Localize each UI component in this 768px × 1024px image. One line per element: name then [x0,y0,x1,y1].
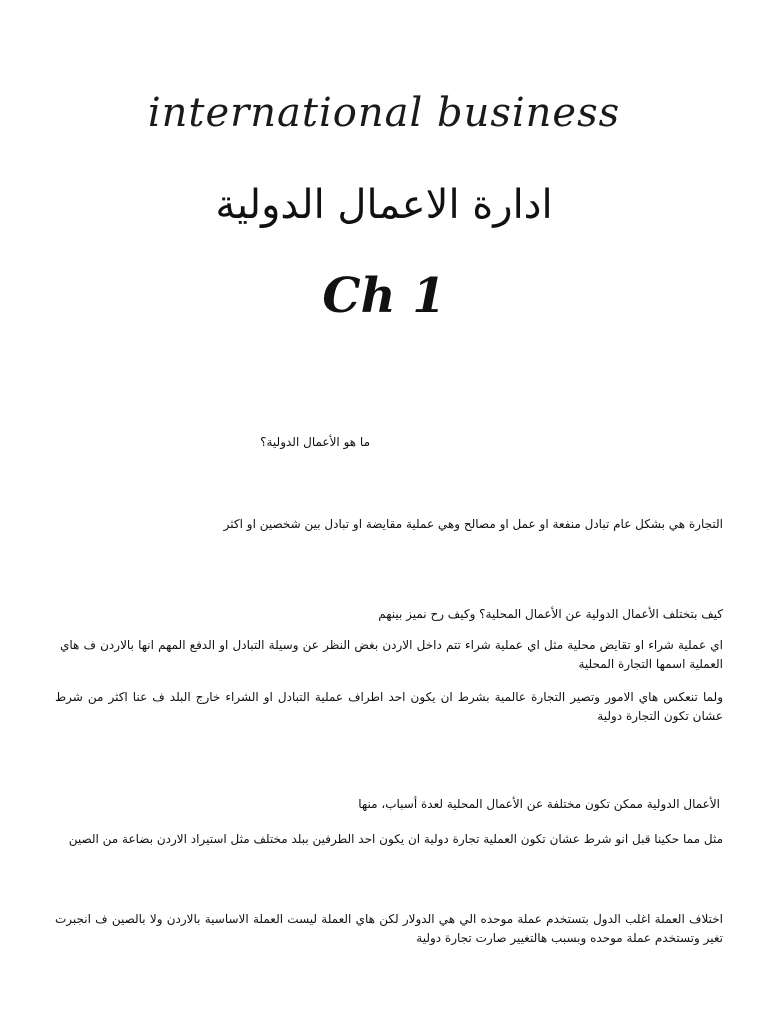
arabic-title: ادارة الاعمال الدولية [215,182,553,228]
paragraph-local-trade: اي عملية شراء او تقايض محلية مثل اي عملية شراء تتم داخل الاردن بغض النظر عن وسيلة التبادل او الدفع المهم انها بالاردن ف هاي العملية اسمها التجارة المحلية [60,638,723,671]
paragraph-trade-definition: التجارة هي بشكل عام تبادل منفعة او عمل او مصالح وهي عملية مقايضة او تبادل بين شخصين او اكثر [223,517,723,531]
question-difference-local-international: كيف بتختلف الأعمال الدولية عن الأعمال المحلية؟ وكيف رح نميز بينهم [378,607,723,621]
paragraph-reason-location: مثل مما حكينا قبل انو شرط عشان تكون العملية تجارة دولية ان يكون احد الطرفين ببلد مختلف مثل استيراد الاردن بضاعة من الصين [68,832,723,846]
chapter-heading: Ch 1 [322,268,446,324]
paragraph-reason-currency: اختلاف العملة اغلب الدول بتستخدم عملة موحده الي هي الدولار لكن هاي العملة ليست العملة الاساسية بالاردن ولا بالصين ف انجبرت تغير وتستخدم عملة موحده وبسبب هالتغيير صارت تجارة دولية [55,912,723,945]
paragraph-international-trade-condition: ولما تنعكس هاي الامور وتصير التجارة عالمية بشرط ان يكون احد اطراف عملية التبادل او الشراء خارج البلد ف عنا اكثر من شرط عشان تكون التجارة دولية [55,690,723,723]
question-what-is-international-business: ما هو الأعمال الدولية؟ [260,435,370,449]
english-title: international business [147,90,621,136]
heading-reasons-different: الأعمال الدولية ممكن تكون مختلفة عن الأعمال المحلية لعدة أسباب، منها [358,797,720,811]
